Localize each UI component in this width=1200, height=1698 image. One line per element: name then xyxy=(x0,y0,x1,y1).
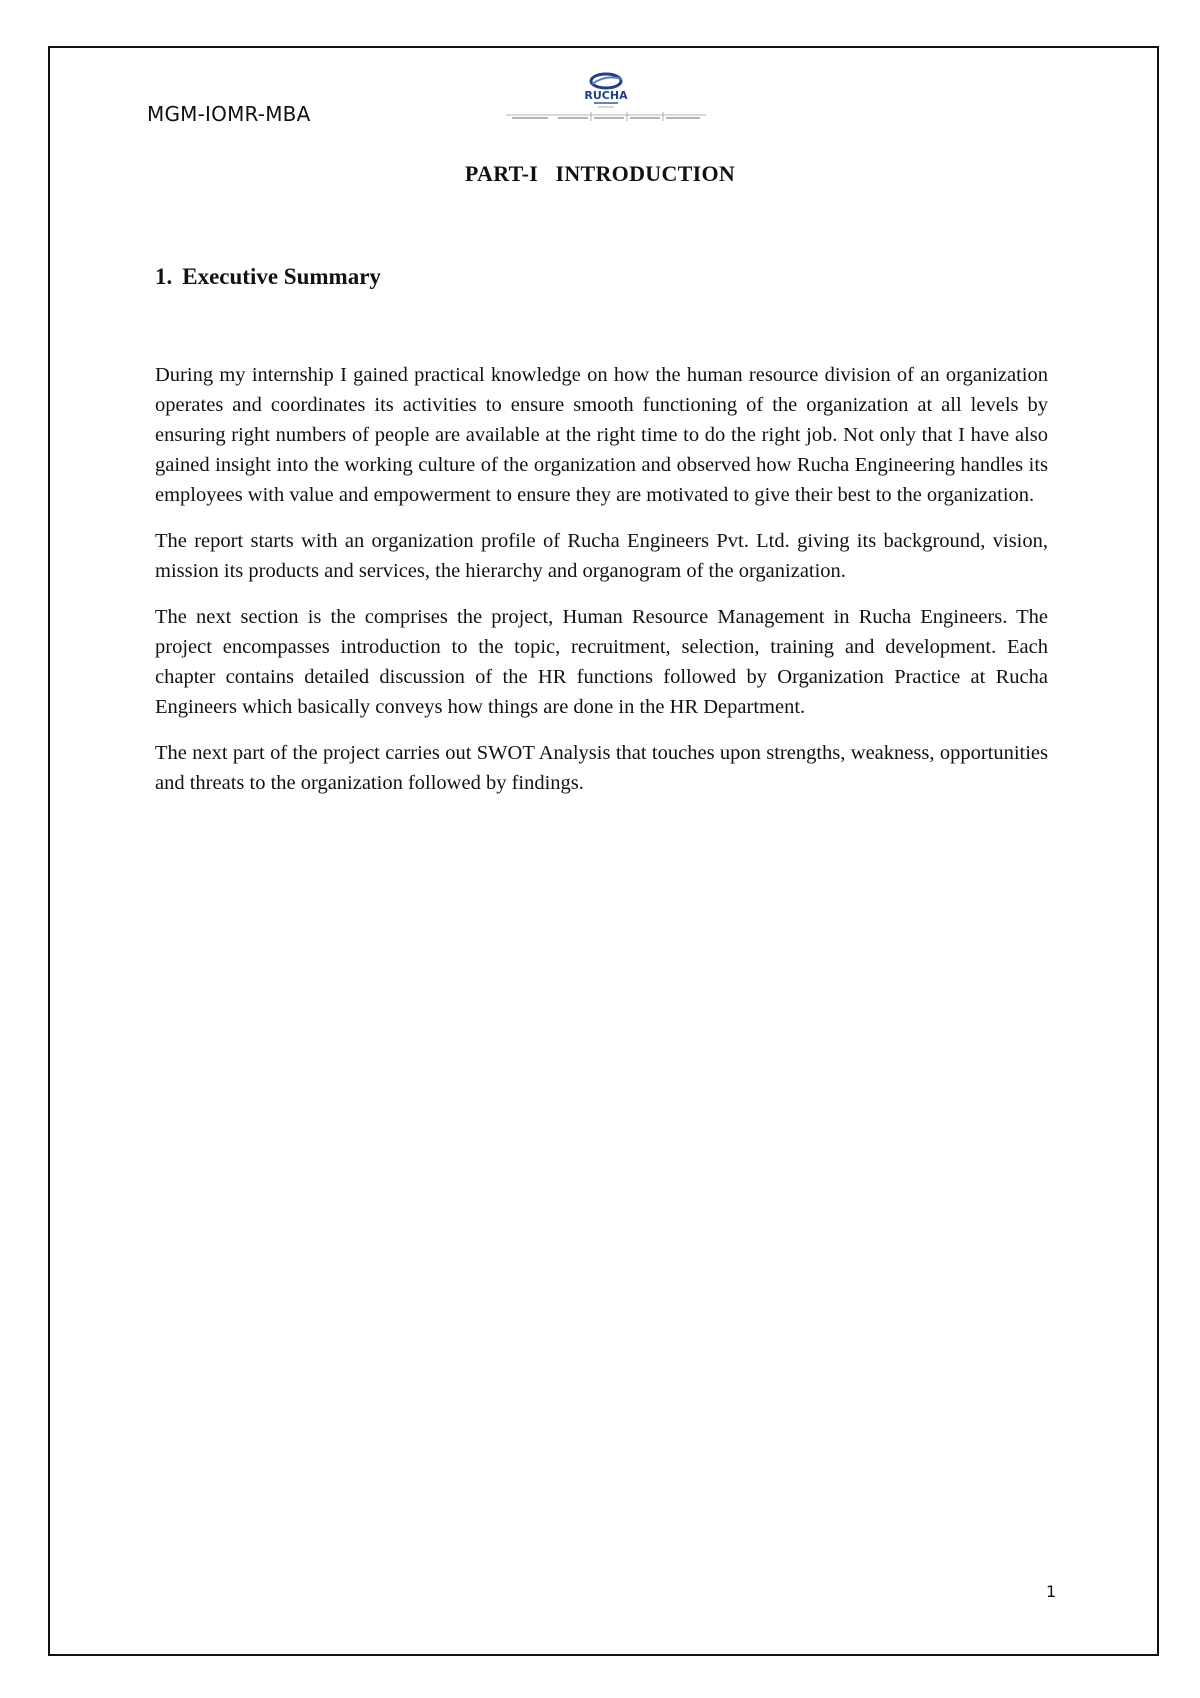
page-number: 1 xyxy=(1046,1582,1057,1601)
section-number: 1. xyxy=(155,264,173,289)
paragraph: During my internship I gained practical knowledge on how the human resource division of an organization operates and coordinates its activities to ensure smooth functioning of the organization at all levels by ensuring right numbers of people are available at the right time to do the right job. Not only that I have also gained insight into the working culture of the organization and observed how Rucha Engineering handles its employees with value and empowerment to ensure they are motivated to give their best to the organization. xyxy=(155,364,1048,506)
header-org-name: MGM-IOMR-MBA xyxy=(147,102,311,126)
section-heading xyxy=(155,264,381,290)
company-logo xyxy=(506,72,706,124)
paragraph: The report starts with an organization profile of Rucha Engineers Pvt. Ltd. giving its background, vision, mission its products and services, the hierarchy and organogram of the organization. xyxy=(155,530,1048,582)
paragraph: The next part of the project carries out SWOT Analysis that touches upon strengths, weakness, opportunities and threats to the organization followed by findings. xyxy=(155,742,1048,794)
part-title: PART-I INTRODUCTION xyxy=(464,161,736,186)
logo-text: RUCHA xyxy=(584,89,628,102)
paragraph: The next section is the comprises the project, Human Resource Management in Rucha Engineers. The project encompasses introduction to the topic, recruitment, selection, training and development. Each chapter contains detailed discussion of the HR functions followed by Organization Practice at Rucha Engineers which basically conveys how things are done in the HR Department. xyxy=(155,606,1048,718)
section-title: Executive Summary xyxy=(182,264,381,289)
body-text xyxy=(155,360,1048,814)
